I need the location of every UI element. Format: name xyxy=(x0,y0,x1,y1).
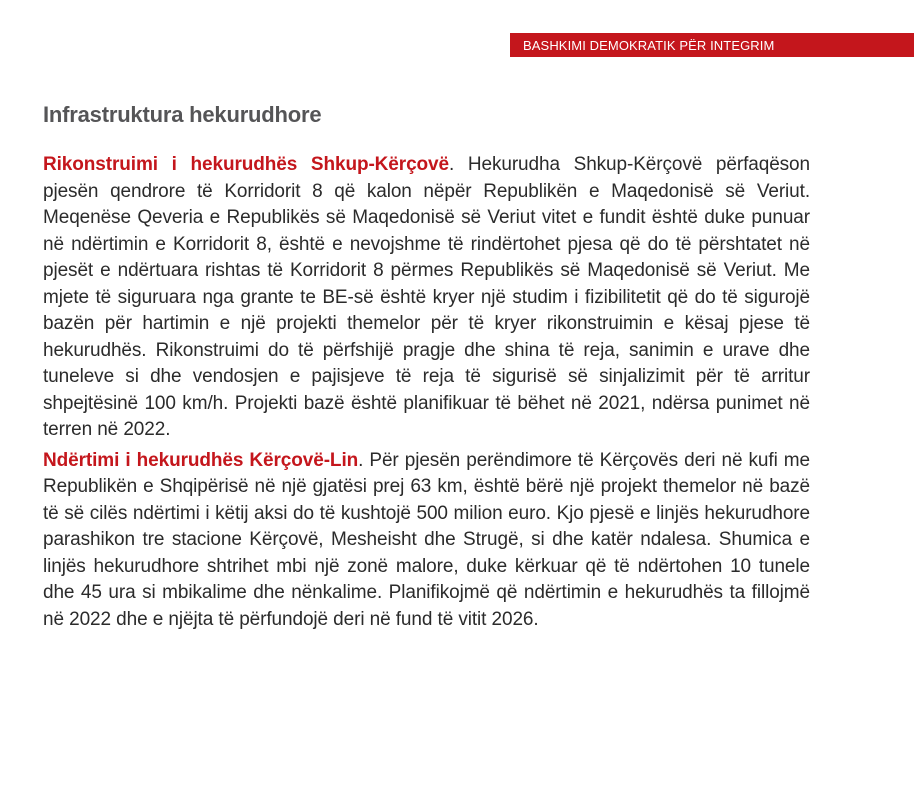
content-body xyxy=(43,152,810,637)
paragraph-railway-construction xyxy=(43,448,810,634)
header-banner xyxy=(510,33,914,57)
paragraph-text: . Për pjesën perëndimore të Kërçovës deri në kufi me Republikën e Shqipërisë në një gjatësi prej 63 km, është bërë një projekt themelor në bazë të së cilës ndërtimi i këtij aksi do të kushtojë 500 milion euro. Kjo pjesë e linjës hekurudhore parashikon tre stacione Kërçovë, Mesheisht dhe Strugë, si dhe katër ndalesa. Shumica e linjës hekurudhore shtrihet mbi një zonë malore, duke kërkuar që të ndërtohen 10 tunele dhe 45 ura si mbikalime dhe nënkalime. Planifikojmë që ndërtimin e hekurudhës ta fillojmë në 2022 dhe e njëjta të përfundojë deri në fund të vitit 2026. xyxy=(43,449,810,630)
banner-text: BASHKIMI DEMOKRATIK PËR INTEGRIM xyxy=(523,37,775,53)
paragraph-lead: Ndërtimi i hekurudhës Kërçovë-Lin xyxy=(43,449,359,471)
paragraph-text: . Hekurudha Shkup-Kërçovë përfaqëson pjesën qendrore të Korridorit 8 që kalon nëpër Republikën e Maqedonisë së Veriut. Meqenëse Qeveria e Republikës së Maqedonisë së Veriut vitet e fundit është duke punuar në ndërtimin e Korridorit 8, është e nevojshme të rindërtohet pjesa që do të përshtatet në pjesët e ndërtuara rishtas të Korridorit 8 përmes Republikës së Maqedonisë së Veriut. Me mjete të siguruara nga grante te BE-së është kryer një studim i fizibilitetit që do të sigurojë bazën për hartimin e një projekti themelor për të kryer rikonstruimin e kësaj pjese të hekurudhës. Rikonstruimi do të përfshijë pragje dhe shina të reja, sanimin e urave dhe tuneleve si dhe vendosjen e pajisjeve të reja të sigurisë së sinjalizimit për të arritur shpejtësinë 100 km/h. Projekti bazë është planifikuar të bëhet në 2021, ndërsa punimet në terren në 2022. xyxy=(43,154,810,440)
paragraph-lead: Rikonstruimi i hekurudhës Shkup-Kërçovë xyxy=(43,154,449,175)
section-title: Infrastruktura hekurudhore xyxy=(43,102,322,127)
paragraph-railway-reconstruction xyxy=(43,152,810,444)
